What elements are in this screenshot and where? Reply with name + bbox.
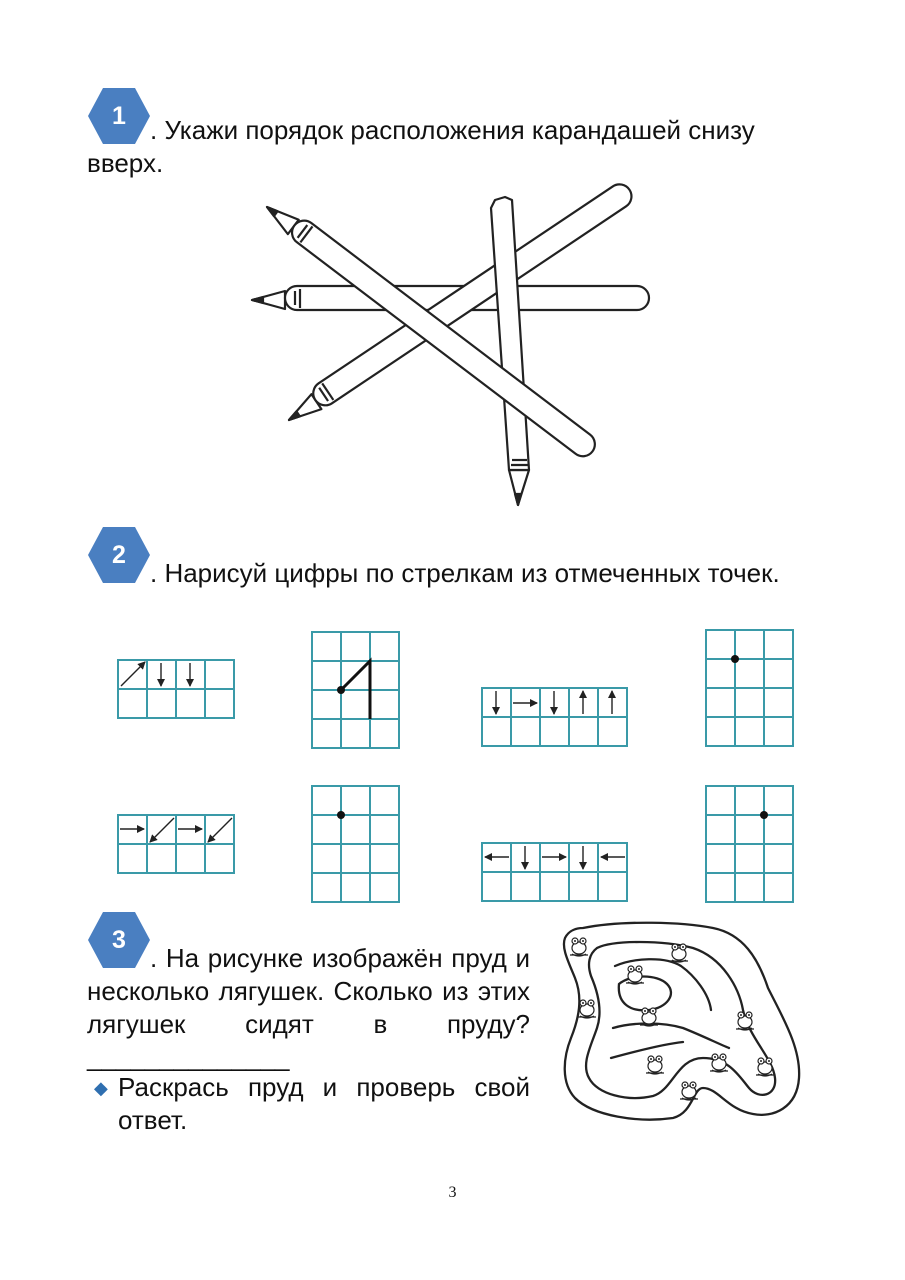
task-2-badge: [87, 525, 151, 585]
sample-grid-1: [118, 660, 234, 718]
practice-grid-2: [706, 630, 793, 746]
diamond-bullet-icon: ◆: [94, 1078, 108, 1098]
pencil-vertical: [491, 197, 529, 505]
task-1-number: 1: [112, 102, 126, 130]
task-3-number: 3: [112, 926, 126, 954]
task-1-text: . Укажи порядок расположения карандашей снизу вверх.: [87, 115, 755, 178]
practice-grid-3: [312, 786, 399, 902]
sample-grid-4: [482, 843, 627, 901]
pencils-figure: [0, 0, 905, 560]
sample-grid-3: [118, 815, 234, 873]
practice-grid-4: [706, 786, 793, 902]
task-2-text: . Нарисуй цифры по стрелкам из отмеченных точек.: [150, 558, 780, 588]
digit-grids: [0, 600, 905, 920]
task-3-text: . На рисунке изображён пруд и несколько лягушек. Сколько из этих лягушек сидят в пруду?______________: [87, 943, 530, 1072]
practice-grid-1: [312, 632, 399, 748]
pond-maze-figure: [553, 918, 805, 1123]
task-2-number: 2: [112, 541, 126, 569]
task-3-bullet-text: Раскрась пруд и проверь свой ответ.: [118, 1072, 530, 1135]
page-number: 3: [448, 1184, 457, 1201]
